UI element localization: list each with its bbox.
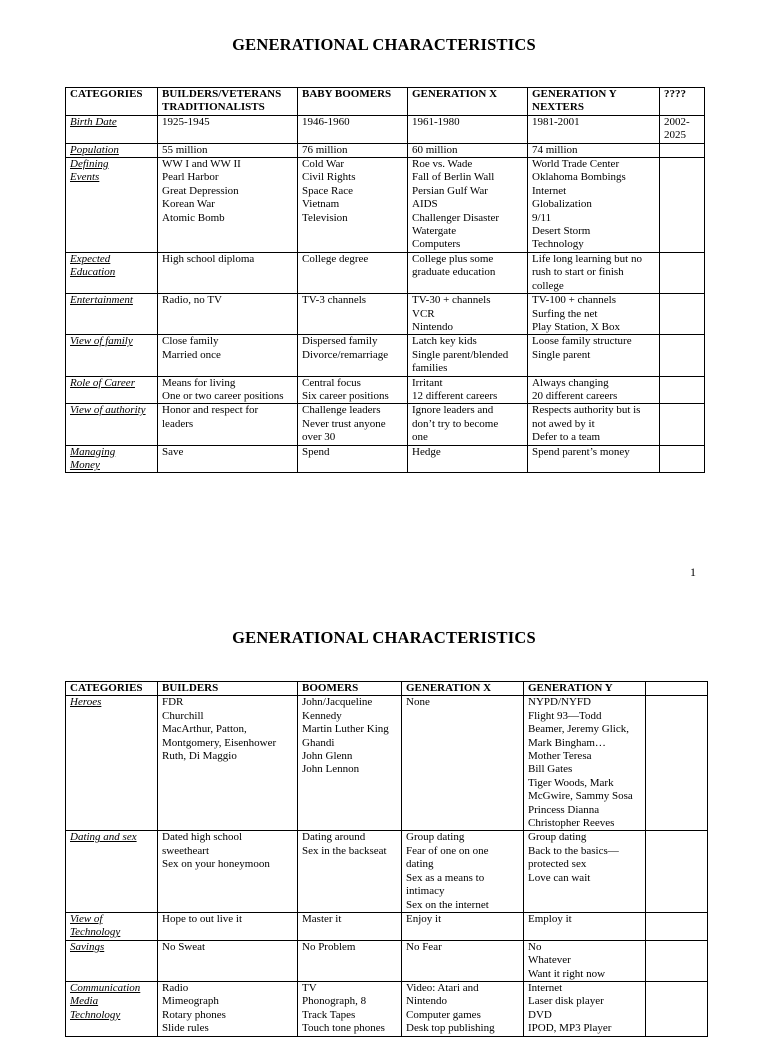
data-cell	[524, 981, 646, 1036]
cell-line: Love can wait	[528, 871, 591, 884]
data-cell	[408, 376, 528, 404]
data-cell	[158, 696, 298, 831]
cell-line: Media	[70, 995, 99, 1008]
cell-line: Ignore leaders and	[412, 404, 494, 417]
cell-line: GENERATION Y	[532, 88, 617, 100]
category-cell	[66, 294, 158, 335]
cell-line: over 30	[302, 431, 336, 444]
cell-line: Nintendo	[406, 995, 447, 1008]
cell-line: Nintendo	[412, 320, 453, 333]
cell-line: Spend	[302, 445, 330, 458]
data-cell	[408, 252, 528, 293]
cell-line: Pearl Harbor	[162, 171, 219, 184]
cell-line: Respects authority but is	[532, 404, 641, 417]
data-cell	[158, 912, 298, 940]
cell-line: Always changing	[532, 376, 609, 389]
category-cell	[66, 696, 158, 831]
column-header	[524, 682, 646, 696]
data-cell	[402, 912, 524, 940]
cell-line: Fear of one on one	[406, 844, 489, 857]
cell-line: No Problem	[302, 940, 356, 953]
data-cell	[646, 940, 708, 981]
cell-line: Employ it	[528, 912, 572, 925]
cell-line: dating	[406, 858, 434, 871]
cell-line: Cold War	[302, 158, 344, 171]
cell-line: Latch key kids	[412, 335, 477, 348]
cell-line: Group dating	[406, 831, 465, 844]
cell-line: Globalization	[532, 198, 592, 211]
cell-line: College plus some	[412, 252, 494, 265]
cell-line: 74 million	[532, 143, 578, 156]
cell-line: Christopher Reeves	[528, 817, 615, 830]
table-row	[66, 252, 705, 293]
cell-line: AIDS	[412, 198, 438, 211]
data-cell	[408, 445, 528, 473]
cell-line: BUILDERS	[162, 682, 219, 694]
cell-line: Spend parent’s money	[532, 445, 630, 458]
cell-line: Desert Storm	[532, 225, 591, 238]
cell-line: Loose family structure	[532, 335, 632, 348]
cell-line: One or two career positions	[162, 389, 284, 402]
data-cell	[660, 335, 705, 376]
cell-line: Single parent	[532, 348, 591, 361]
cell-line: 9/11	[532, 211, 552, 224]
data-cell	[298, 696, 402, 831]
cell-line: No	[528, 940, 542, 953]
cell-line: Sex in the backseat	[302, 844, 387, 857]
cell-line: Defer to a team	[532, 431, 601, 444]
data-cell	[528, 335, 660, 376]
cell-line: TV	[302, 981, 317, 994]
cell-line: John Lennon	[302, 763, 360, 776]
data-cell	[158, 158, 298, 253]
column-header	[408, 88, 528, 116]
column-header	[660, 88, 705, 116]
data-cell	[528, 294, 660, 335]
cell-line: Enjoy it	[406, 912, 442, 925]
cell-line: Close family	[162, 335, 219, 348]
cell-line: No Sweat	[162, 940, 206, 953]
cell-line: Honor and respect for	[162, 404, 259, 417]
data-cell	[660, 376, 705, 404]
cell-line: graduate education	[412, 266, 496, 279]
table-row	[66, 445, 705, 473]
cell-line: Means for living	[162, 376, 236, 389]
data-cell	[408, 294, 528, 335]
page-number: 1	[690, 565, 696, 579]
cell-line: 20 different careers	[532, 389, 618, 402]
cell-line: Rotary phones	[162, 1008, 226, 1021]
data-cell	[298, 445, 408, 473]
cell-line: Slide rules	[162, 1022, 209, 1035]
cell-line: Radio	[162, 981, 189, 994]
cell-line: Oklahoma Bombings	[532, 171, 626, 184]
data-cell	[408, 143, 528, 157]
cell-line: 2025	[664, 129, 686, 142]
column-header	[298, 682, 402, 696]
data-cell	[660, 143, 705, 157]
cell-line: Roe vs. Wade	[412, 158, 473, 171]
cell-line: Persian Gulf War	[412, 184, 488, 197]
cell-line: Group dating	[528, 831, 587, 844]
table-row	[66, 912, 708, 940]
cell-line: ????	[664, 88, 686, 100]
cell-line: Irritant	[412, 376, 443, 389]
cell-line: Bill Gates	[528, 763, 573, 776]
cell-line: Money	[70, 458, 100, 471]
data-cell	[298, 912, 402, 940]
category-cell	[66, 445, 158, 473]
cell-line: Education	[70, 266, 116, 279]
data-cell	[660, 252, 705, 293]
column-header	[66, 88, 158, 116]
cell-line: 1946-1960	[302, 115, 350, 128]
table-row	[66, 376, 705, 404]
cell-line: Surfing the net	[532, 307, 598, 320]
cell-line: Space Race	[302, 184, 353, 197]
column-header	[66, 682, 158, 696]
cell-line: Computer games	[406, 1008, 481, 1021]
cell-line: GENERATION X	[406, 682, 492, 694]
data-cell	[298, 252, 408, 293]
cell-line: Single parent/blended	[412, 348, 509, 361]
cell-line: 1925-1945	[162, 115, 210, 128]
cell-line: John Glenn	[302, 750, 353, 763]
cell-line: Heroes	[70, 696, 102, 709]
page-title: GENERATIONAL CHARACTERISTICS	[232, 35, 536, 54]
cell-line: Desk top publishing	[406, 1022, 495, 1035]
data-cell	[660, 445, 705, 473]
cell-line: View of authority	[70, 404, 146, 417]
data-cell	[646, 696, 708, 831]
data-cell	[524, 696, 646, 831]
cell-line: sweetheart	[162, 844, 210, 857]
cell-line: Birth Date	[70, 115, 117, 128]
cell-line: 55 million	[162, 143, 208, 156]
data-cell	[660, 404, 705, 445]
cell-line: CATEGORIES	[70, 682, 143, 694]
cell-line: Never trust anyone	[302, 417, 386, 430]
cell-line: Defining	[70, 158, 109, 171]
cell-line: Technology	[70, 1008, 121, 1021]
data-cell	[158, 981, 298, 1036]
cell-line: Mark Bingham…	[528, 736, 606, 749]
data-cell	[158, 335, 298, 376]
data-cell	[402, 981, 524, 1036]
category-cell	[66, 981, 158, 1036]
cell-line: FDR	[162, 696, 184, 709]
category-cell	[66, 143, 158, 157]
data-cell	[158, 445, 298, 473]
cell-line: Churchill	[162, 709, 204, 722]
data-cell	[158, 294, 298, 335]
cell-line: protected sex	[528, 858, 587, 871]
category-cell	[66, 404, 158, 445]
data-cell	[158, 376, 298, 404]
cell-line: 76 million	[302, 143, 348, 156]
data-cell	[158, 940, 298, 981]
cell-line: 12 different careers	[412, 389, 498, 402]
cell-line: Entertainment	[70, 294, 133, 307]
data-cell	[528, 143, 660, 157]
cell-line: TRADITIONALISTS	[162, 101, 265, 114]
data-cell	[408, 158, 528, 253]
category-cell	[66, 158, 158, 253]
cell-line: Save	[162, 445, 184, 458]
cell-line: No Fear	[406, 940, 442, 953]
cell-line: WW I and WW II	[162, 158, 241, 171]
cell-line: Beamer, Jeremy Glick,	[528, 723, 629, 736]
data-cell	[298, 115, 408, 143]
cell-line: McGwire, Sammy Sosa	[528, 790, 633, 803]
data-cell	[298, 404, 408, 445]
table-row	[66, 831, 708, 912]
data-cell	[528, 252, 660, 293]
cell-line: Civil Rights	[302, 171, 356, 184]
cell-line: intimacy	[406, 885, 445, 898]
cell-line: VCR	[412, 307, 435, 320]
table-row	[66, 294, 705, 335]
category-cell	[66, 335, 158, 376]
data-cell	[298, 143, 408, 157]
cell-line: Hedge	[412, 445, 441, 458]
cell-line: Touch tone phones	[302, 1022, 385, 1035]
cell-line: Vietnam	[302, 198, 340, 211]
category-cell	[66, 115, 158, 143]
cell-line: Track Tapes	[302, 1008, 356, 1021]
cell-line: BUILDERS/VETERANS	[162, 88, 282, 100]
data-cell	[158, 404, 298, 445]
cell-line: GENERATION X	[412, 88, 498, 100]
data-cell	[298, 981, 402, 1036]
category-cell	[66, 831, 158, 912]
data-cell	[158, 115, 298, 143]
cell-line: Radio, no TV	[162, 294, 222, 307]
column-header	[646, 682, 708, 696]
cell-line: Dated high school	[162, 831, 243, 844]
data-cell	[660, 294, 705, 335]
cell-line: leaders	[162, 417, 194, 430]
data-cell	[528, 115, 660, 143]
cell-line: BABY BOOMERS	[302, 88, 392, 100]
table-header-row	[66, 682, 708, 696]
column-header	[298, 88, 408, 116]
cell-line: Fall of Berlin Wall	[412, 171, 495, 184]
data-cell	[298, 294, 408, 335]
cell-line: Expected	[70, 252, 111, 265]
cell-line: don’t try to become	[412, 417, 499, 430]
cell-line: Tiger Woods, Mark	[528, 776, 614, 789]
data-cell	[646, 981, 708, 1036]
cell-line: Video: Atari and	[406, 981, 479, 994]
cell-line: Ruth, Di Maggio	[162, 750, 237, 763]
column-header	[402, 682, 524, 696]
cell-line: John/Jacqueline	[302, 696, 373, 709]
cell-line: Dating and sex	[70, 831, 137, 844]
cell-line: Internet	[528, 981, 563, 994]
data-cell	[660, 158, 705, 253]
cell-line: Technology	[70, 926, 121, 939]
cell-line: Montgomery, Eisenhower	[162, 736, 277, 749]
data-cell	[408, 115, 528, 143]
generations-table-page-2	[65, 681, 708, 1037]
cell-line: 1981-2001	[532, 115, 580, 128]
table-row	[66, 115, 705, 143]
cell-line: Back to the basics—	[528, 844, 619, 857]
cell-line: Hope to out live it	[162, 912, 243, 925]
cell-line: Dispersed family	[302, 335, 378, 348]
cell-line: families	[412, 362, 448, 375]
cell-line: None	[406, 696, 430, 709]
cell-line: not awed by it	[532, 417, 595, 430]
cell-line: TV-3 channels	[302, 294, 367, 307]
cell-line: Events	[70, 171, 100, 184]
data-cell	[524, 912, 646, 940]
data-cell	[528, 158, 660, 253]
cell-line: 2002-	[664, 115, 690, 128]
data-cell	[408, 335, 528, 376]
data-cell	[298, 376, 408, 404]
cell-line: Atomic Bomb	[162, 211, 225, 224]
cell-line: CATEGORIES	[70, 88, 143, 100]
cell-line: Television	[302, 211, 348, 224]
cell-line: View of family	[70, 335, 133, 348]
cell-line: Watergate	[412, 225, 457, 238]
cell-line: one	[412, 431, 428, 444]
cell-line: BOOMERS	[302, 682, 359, 694]
data-cell	[402, 696, 524, 831]
category-cell	[66, 252, 158, 293]
data-cell	[646, 831, 708, 912]
cell-line: Great Depression	[162, 184, 239, 197]
cell-line: Internet	[532, 184, 567, 197]
data-cell	[402, 940, 524, 981]
cell-line: High school diploma	[162, 252, 255, 265]
data-cell	[298, 335, 408, 376]
cell-line: IPOD, MP3 Player	[528, 1022, 612, 1035]
cell-line: Play Station, X Box	[532, 320, 621, 333]
cell-line: Flight 93—Todd	[528, 709, 602, 722]
cell-line: college	[532, 279, 564, 292]
cell-line: Divorce/remarriage	[302, 348, 389, 361]
cell-line: Mother Teresa	[528, 750, 592, 763]
page-title: GENERATIONAL CHARACTERISTICS	[232, 628, 536, 647]
cell-line: Sex on the internet	[406, 898, 489, 911]
cell-line: Computers	[412, 238, 461, 251]
cell-line: World Trade Center	[532, 158, 620, 171]
data-cell	[528, 404, 660, 445]
cell-line: Princess Dianna	[528, 803, 600, 816]
cell-line: Savings	[70, 940, 105, 953]
cell-line: Challenger Disaster	[412, 211, 500, 224]
data-cell	[524, 831, 646, 912]
cell-line: NEXTERS	[532, 101, 584, 114]
cell-line: rush to start or finish	[532, 266, 624, 279]
data-cell	[660, 115, 705, 143]
category-cell	[66, 940, 158, 981]
table-row	[66, 158, 705, 253]
cell-line: Married once	[162, 348, 221, 361]
data-cell	[158, 252, 298, 293]
data-cell	[298, 940, 402, 981]
data-cell	[158, 143, 298, 157]
cell-line: Phonograph, 8	[302, 995, 367, 1008]
cell-line: Korean War	[162, 198, 215, 211]
cell-line: Laser disk player	[528, 995, 604, 1008]
data-cell	[524, 940, 646, 981]
cell-line: DVD	[528, 1008, 552, 1021]
cell-line: Mimeograph	[162, 995, 219, 1008]
cell-line: Challenge leaders	[302, 404, 381, 417]
category-cell	[66, 912, 158, 940]
table-row	[66, 940, 708, 981]
column-header	[158, 88, 298, 116]
cell-line: Whatever	[528, 954, 571, 967]
category-cell	[66, 376, 158, 404]
cell-line: Six career positions	[302, 389, 389, 402]
cell-line: Role of Career	[70, 376, 135, 389]
cell-line: College degree	[302, 252, 369, 265]
cell-line: Ghandi	[302, 736, 335, 749]
cell-line: MacArthur, Patton,	[162, 723, 247, 736]
cell-line: Central focus	[302, 376, 361, 389]
cell-line: Life long learning but no	[532, 252, 642, 265]
cell-line: 1961-1980	[412, 115, 460, 128]
cell-line: TV-100 + channels	[532, 294, 617, 307]
table-row	[66, 696, 708, 831]
generations-table-page-1	[65, 87, 705, 473]
data-cell	[298, 158, 408, 253]
cell-line: Technology	[532, 238, 584, 251]
column-header	[158, 682, 298, 696]
cell-line: Want it right now	[528, 967, 606, 980]
table-header-row	[66, 88, 705, 116]
data-cell	[158, 831, 298, 912]
table-row	[66, 143, 705, 157]
data-cell	[402, 831, 524, 912]
cell-line: 60 million	[412, 143, 458, 156]
cell-line: Martin Luther King	[302, 723, 389, 736]
cell-line: Master it	[302, 912, 342, 925]
cell-line: Population	[70, 143, 119, 156]
cell-line: Dating around	[302, 831, 366, 844]
cell-line: NYPD/NYFD	[528, 696, 591, 709]
table-row	[66, 981, 708, 1036]
data-cell	[528, 445, 660, 473]
cell-line: View of	[70, 912, 103, 925]
data-cell	[408, 404, 528, 445]
cell-line: Communication	[70, 981, 141, 994]
data-cell	[298, 831, 402, 912]
cell-line: Sex on your honeymoon	[162, 858, 270, 871]
table-row	[66, 404, 705, 445]
data-cell	[646, 912, 708, 940]
data-cell	[528, 376, 660, 404]
column-header	[528, 88, 660, 116]
cell-line: GENERATION Y	[528, 682, 613, 694]
cell-line: Sex as a means to	[406, 871, 485, 884]
table-row	[66, 335, 705, 376]
cell-line: Managing	[70, 445, 116, 458]
cell-line: TV-30 + channels	[412, 294, 491, 307]
cell-line: Kennedy	[302, 709, 342, 722]
